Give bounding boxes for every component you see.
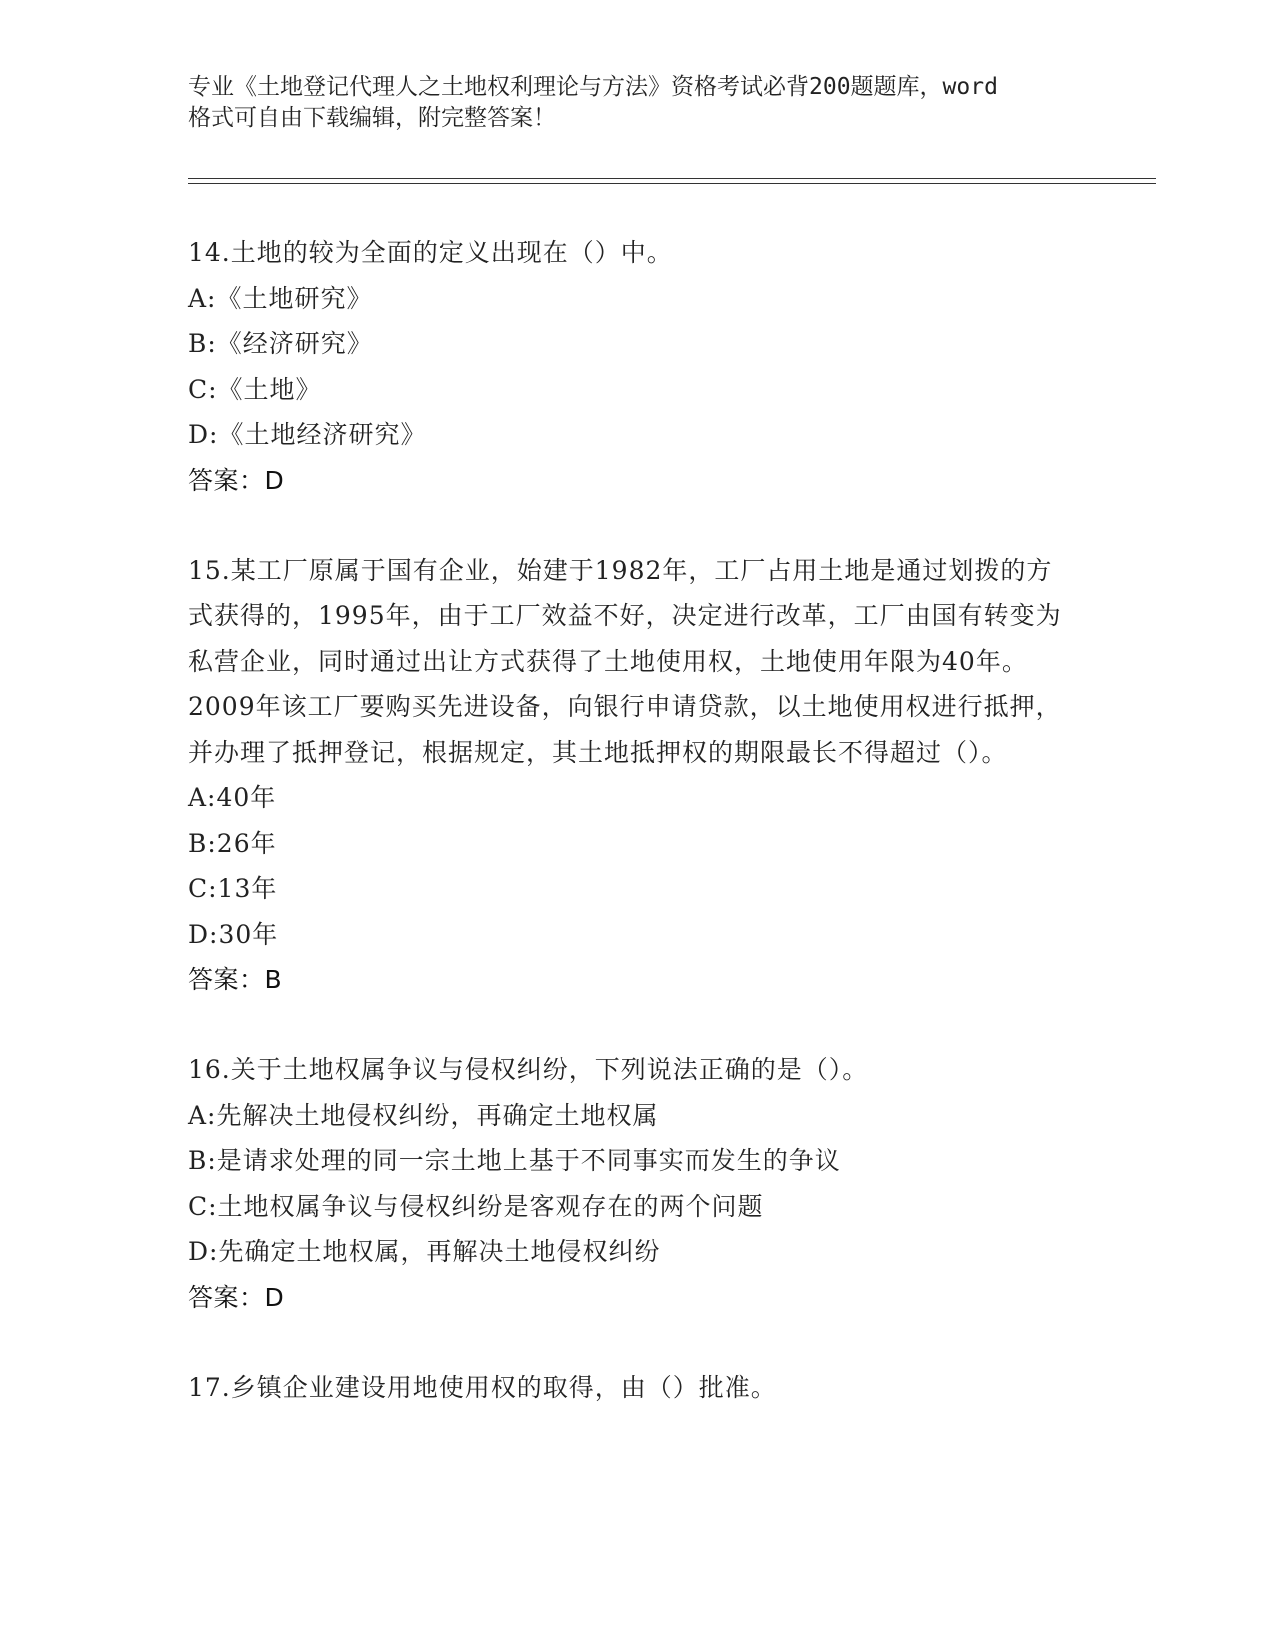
header-divider-top [188,178,1156,179]
question-list [188,230,1078,1410]
option-d: D:30年 [188,919,279,949]
option-a: A:《土地研究》 [188,283,373,313]
option-a: A:先解决土地侵权纠纷，再确定土地权属 [188,1100,659,1130]
header-line-2: 格式可自由下载编辑，附完整答案！ [188,105,556,131]
option-c: C:13年 [188,874,278,903]
question-15 [188,548,1078,1003]
option-a: A:40年 [188,783,277,812]
answer: 答案：B [188,965,283,994]
question-stem: 17.乡镇企业建设用地使用权的取得，由（）批准。 [188,1372,777,1402]
document-header [188,72,1068,134]
question-stem: 14.土地的较为全面的定义出现在（）中。 [188,238,673,267]
answer: 答案：D [188,1282,285,1312]
option-d: D:《土地经济研究》 [188,420,427,449]
header-line-1: 专业《土地登记代理人之土地权利理论与方法》资格考试必背200题题库，word [188,74,998,100]
question-14 [188,230,1078,503]
option-b: B:《经济研究》 [188,329,373,358]
question-stem: 15.某工厂原属于国有企业，始建于1982年，工厂占用土地是通过划拨的方式获得的，1995年，由于工厂效益不好，决定进行改革，工厂由国有转变为私营企业，同时通过出让方式获得了土地使用权，土地使用年限为40年。2009年该工厂要购买先进设备，向银行申请贷款，以土地使用权进行抵押，并办理了抵押登记，根据规定，其土地抵押权的期限最长不得超过（）。 [188,555,1062,767]
option-b: B:26年 [188,828,277,858]
question-stem: 16.关于土地权属争议与侵权纠纷，下列说法正确的是（）。 [188,1055,869,1084]
option-b: B:是请求处理的同一宗土地上基于不同事实而发生的争议 [188,1146,841,1175]
question-16 [188,1047,1078,1320]
header-divider-bottom [188,183,1156,184]
option-c: C:《土地》 [188,374,322,404]
answer: 答案：D [188,465,285,495]
question-17 [188,1365,1078,1411]
option-d: D:先确定土地权属，再解决土地侵权纠纷 [188,1237,661,1266]
option-c: C:土地权属争议与侵权纠纷是客观存在的两个问题 [188,1191,764,1221]
